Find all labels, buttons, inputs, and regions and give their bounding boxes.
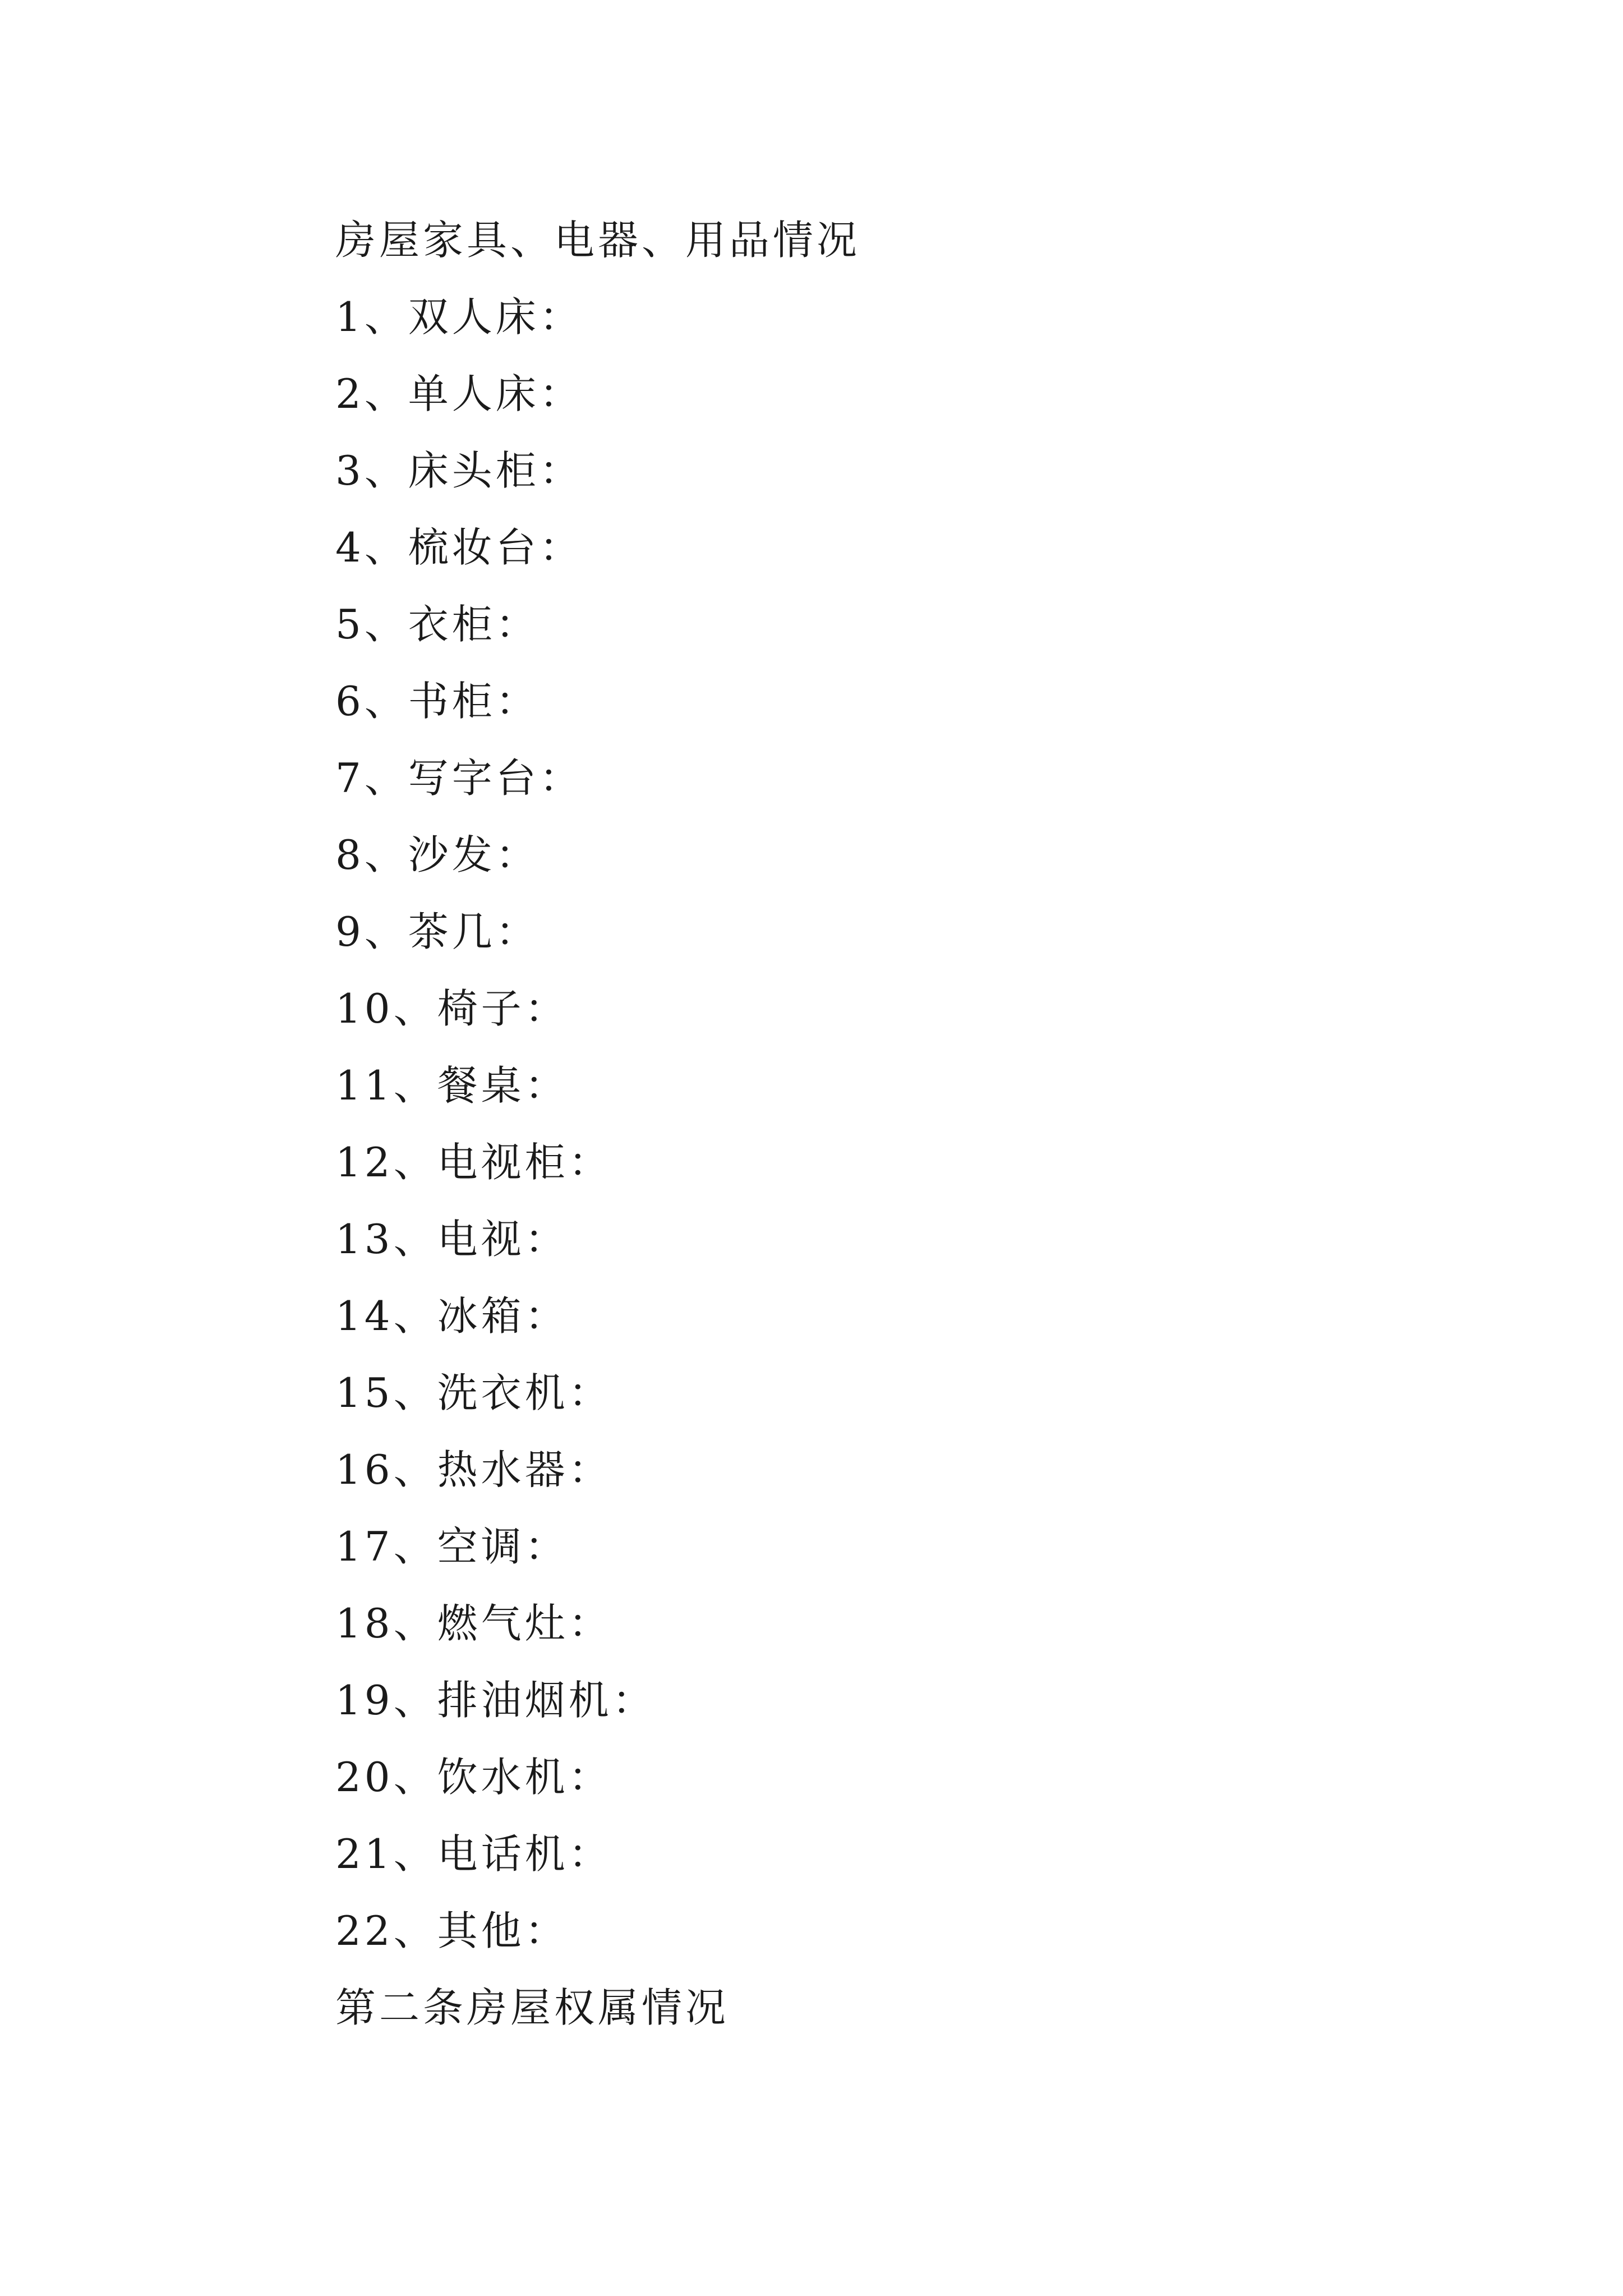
list-item: 15、洗衣机： (335, 1369, 612, 1416)
list-item: 9、茶几： (335, 908, 540, 955)
list-item: 4、梳妆台： (335, 524, 583, 571)
list-item: 21、电话机： (335, 1830, 612, 1878)
list-item: 11、餐桌： (335, 1062, 569, 1109)
list-item: 7、写字台： (335, 754, 583, 802)
list-item: 14、冰箱： (335, 1292, 569, 1340)
furniture-list (335, 279, 1513, 1970)
list-item: 6、书柜： (335, 678, 540, 725)
list-item: 2、单人床： (335, 370, 583, 417)
list-item: 5、衣柜： (335, 601, 540, 648)
section-heading: 房屋家具、电器、用品情况 (335, 217, 861, 264)
list-item: 10、椅子： (335, 985, 569, 1032)
list-item: 8、沙发： (335, 831, 540, 878)
list-item: 18、燃气灶： (335, 1600, 612, 1647)
list-item: 19、排油烟机： (335, 1677, 656, 1724)
list-item: 13、电视： (335, 1216, 569, 1263)
list-item: 12、电视柜： (335, 1139, 612, 1186)
next-section-heading: 第二条房屋权属情况 (335, 1984, 730, 2031)
document-body (335, 202, 1513, 2046)
list-item: 20、饮水机： (335, 1754, 612, 1801)
list-item: 3、床头柜： (335, 447, 583, 494)
list-item: 17、空调： (335, 1523, 569, 1570)
list-item: 1、双人床： (335, 293, 583, 341)
list-item: 16、热水器： (335, 1446, 612, 1493)
list-item: 22、其他： (335, 1907, 569, 1954)
